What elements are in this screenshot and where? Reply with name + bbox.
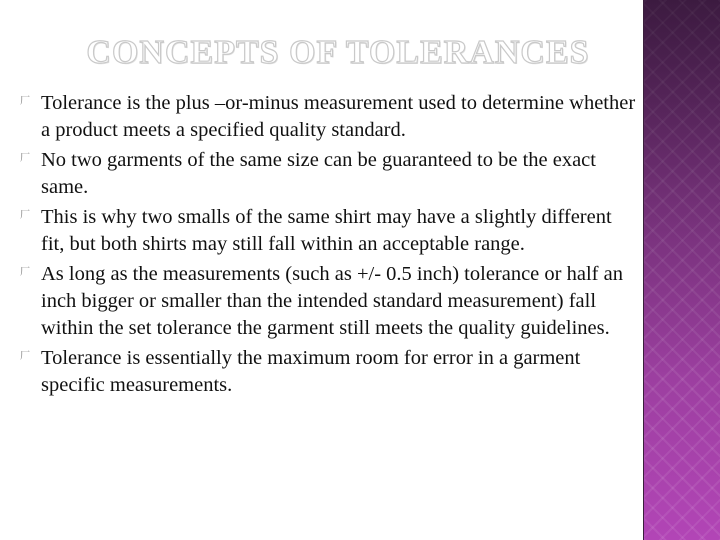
bullet-text: As long as the measurements (such as +/- 0.5 inch) tolerance or half an inch bigger or smaller than the intended standard measurement) fall within the set tolerance the garment still meets the quality guidelines.: [41, 263, 623, 339]
bullet-text: Tolerance is essentially the maximum room for error in a garment specific measurements.: [41, 347, 581, 396]
slide-title: CONCEPTS OF TOLERANCES: [86, 34, 590, 71]
bullet-item: [20, 204, 640, 258]
bullet-list: [20, 90, 640, 402]
bullet-icon: ⼚: [20, 210, 30, 221]
bullet-text: This is why two smalls of the same shirt may have a slightly different fit, but both shirts may still fall within an acceptable range.: [41, 206, 612, 255]
bullet-icon: ⼚: [20, 267, 30, 278]
bullet-item: [20, 261, 640, 342]
bullet-item: [20, 147, 640, 201]
bullet-icon: ⼚: [20, 96, 30, 107]
decorative-side-panel: [643, 0, 720, 540]
bullet-icon: ⼚: [20, 153, 30, 164]
bullet-item: [20, 345, 640, 399]
bullet-text: Tolerance is the plus –or-minus measurement used to determine whether a product meets a specified quality standard.: [41, 92, 636, 141]
bullet-icon: ⼚: [20, 351, 30, 362]
bullet-item: [20, 90, 640, 144]
bullet-text: No two garments of the same size can be guaranteed to be the exact same.: [41, 149, 596, 198]
